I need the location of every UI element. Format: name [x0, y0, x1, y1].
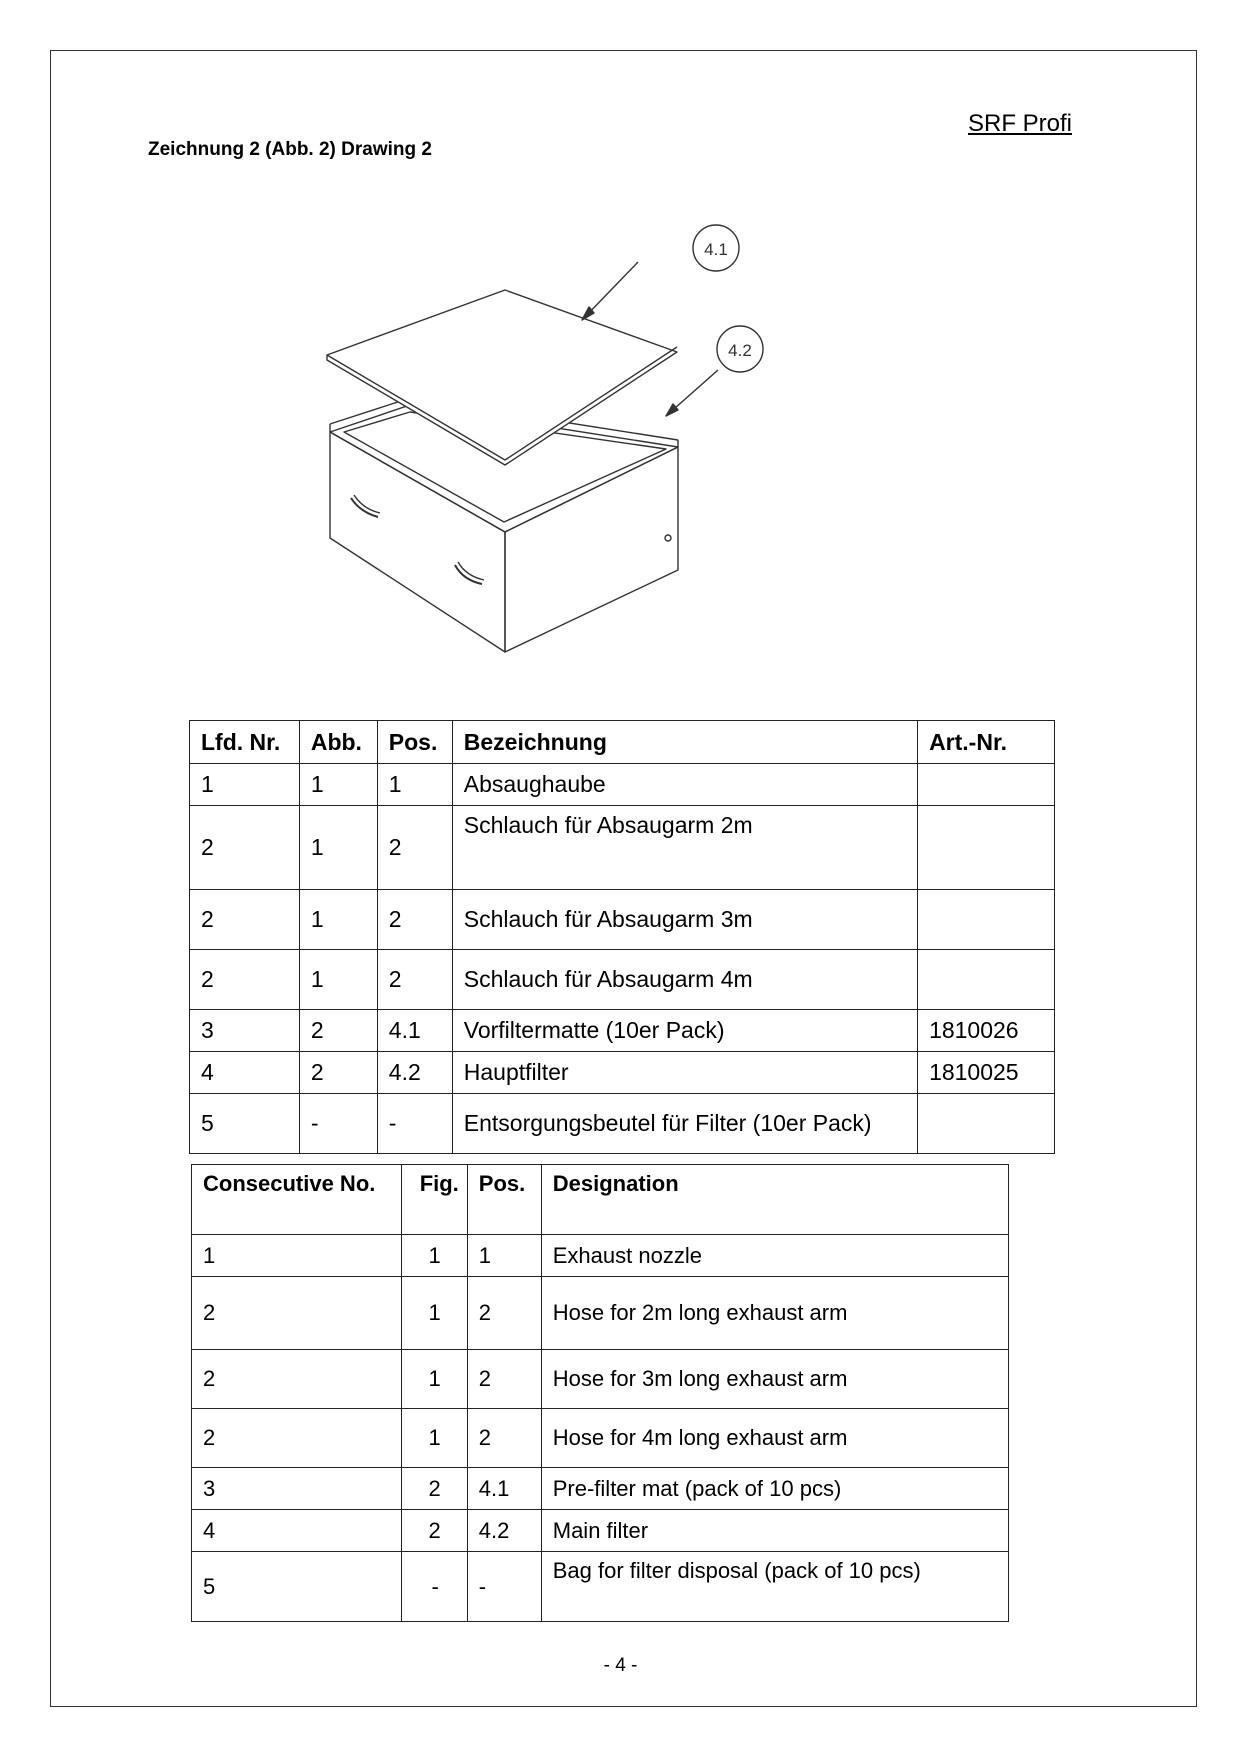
filter-box-drawing — [300, 210, 780, 670]
cell: 1 — [192, 1235, 402, 1277]
cell: 1 — [401, 1235, 467, 1277]
cell: Schlauch für Absaugarm 2m — [452, 806, 917, 890]
cell: Schlauch für Absaugarm 3m — [452, 890, 917, 950]
table-row — [190, 1010, 1055, 1052]
callout-4-2-label: 4.2 — [728, 341, 752, 360]
cell: - — [377, 1094, 452, 1154]
cell: 2 — [467, 1350, 541, 1409]
header-cell: Bezeichnung — [452, 721, 917, 764]
product-name: SRF Profi — [968, 110, 1073, 137]
cell: 2 — [299, 1010, 377, 1052]
cell: 4.2 — [377, 1052, 452, 1094]
cell — [918, 806, 1055, 890]
cell: 2 — [190, 890, 300, 950]
cell: 1 — [467, 1235, 541, 1277]
cell: 2 — [190, 950, 300, 1010]
table-row — [192, 1510, 1009, 1552]
cell: Exhaust nozzle — [541, 1235, 1008, 1277]
cell: 2 — [377, 806, 452, 890]
cell: 2 — [467, 1277, 541, 1350]
cell: 1 — [299, 890, 377, 950]
cell: 1810026 — [918, 1010, 1055, 1052]
cell: 2 — [192, 1350, 402, 1409]
table-header-row — [190, 721, 1055, 764]
table-row — [192, 1235, 1009, 1277]
cell: - — [467, 1552, 541, 1622]
box-left-face — [330, 432, 505, 652]
cell: Main filter — [541, 1510, 1008, 1552]
cell: - — [401, 1552, 467, 1622]
table-row — [192, 1552, 1009, 1622]
cell — [918, 890, 1055, 950]
table-row — [190, 950, 1055, 1010]
cell: 2 — [401, 1510, 467, 1552]
cell: Hose for 2m long exhaust arm — [541, 1277, 1008, 1350]
page-number: - 4 - — [603, 1655, 638, 1676]
table-row — [190, 1094, 1055, 1154]
table-header-row — [192, 1165, 1009, 1235]
parts-table-german — [189, 720, 1055, 1154]
cell: 4.2 — [467, 1510, 541, 1552]
cell: - — [299, 1094, 377, 1154]
cell: 4 — [192, 1510, 402, 1552]
cell: Vorfiltermatte (10er Pack) — [452, 1010, 917, 1052]
cell: 2 — [377, 890, 452, 950]
cell: Bag for filter disposal (pack of 10 pcs) — [541, 1552, 1008, 1622]
table-row — [190, 806, 1055, 890]
cell: 1 — [299, 950, 377, 1010]
cell: 2 — [299, 1052, 377, 1094]
drawing-caption: Zeichnung 2 (Abb. 2) Drawing 2 — [148, 139, 432, 160]
header-cell: Fig. — [401, 1165, 467, 1235]
cell: 1 — [190, 764, 300, 806]
cell — [918, 1094, 1055, 1154]
cell — [918, 950, 1055, 1010]
handle-front — [455, 565, 482, 584]
cell: 3 — [190, 1010, 300, 1052]
header-cell: Designation — [541, 1165, 1008, 1235]
cell: 1 — [299, 806, 377, 890]
header-cell: Abb. — [299, 721, 377, 764]
cell: 1810025 — [918, 1052, 1055, 1094]
cell: 2 — [192, 1409, 402, 1468]
callout-4-1-label: 4.1 — [704, 240, 728, 259]
cell: 1 — [401, 1277, 467, 1350]
cell: 1 — [401, 1409, 467, 1468]
parts-table-english — [191, 1164, 1009, 1622]
cell: 4 — [190, 1052, 300, 1094]
cell: Absaughaube — [452, 764, 917, 806]
table-row — [190, 1052, 1055, 1094]
header-cell: Consecutive No. — [192, 1165, 402, 1235]
cell: 4.1 — [467, 1468, 541, 1510]
cell: Entsorgungsbeutel für Filter (10er Pack) — [452, 1094, 917, 1154]
cell: 1 — [401, 1350, 467, 1409]
cell: 5 — [192, 1552, 402, 1622]
box-right-face — [505, 447, 678, 652]
table-row — [192, 1277, 1009, 1350]
cell: 3 — [192, 1468, 402, 1510]
cell: 2 — [190, 806, 300, 890]
cell: 1 — [299, 764, 377, 806]
handle-left — [351, 498, 378, 517]
header-cell: Pos. — [377, 721, 452, 764]
header-cell: Lfd. Nr. — [190, 721, 300, 764]
header-cell: Art.-Nr. — [918, 721, 1055, 764]
cell: 4.1 — [377, 1010, 452, 1052]
cell: 1 — [377, 764, 452, 806]
cell: 2 — [401, 1468, 467, 1510]
cell: Hose for 4m long exhaust arm — [541, 1409, 1008, 1468]
table-row — [190, 890, 1055, 950]
cell: Schlauch für Absaugarm 4m — [452, 950, 917, 1010]
cell: 2 — [467, 1409, 541, 1468]
table-row — [192, 1468, 1009, 1510]
cell: 2 — [192, 1277, 402, 1350]
cell: 2 — [377, 950, 452, 1010]
table-row — [190, 764, 1055, 806]
cell: Pre-filter mat (pack of 10 pcs) — [541, 1468, 1008, 1510]
cell: 5 — [190, 1094, 300, 1154]
cell — [918, 764, 1055, 806]
header-cell: Pos. — [467, 1165, 541, 1235]
cell: Hauptfilter — [452, 1052, 917, 1094]
cell: Hose for 3m long exhaust arm — [541, 1350, 1008, 1409]
table-row — [192, 1409, 1009, 1468]
table-row — [192, 1350, 1009, 1409]
